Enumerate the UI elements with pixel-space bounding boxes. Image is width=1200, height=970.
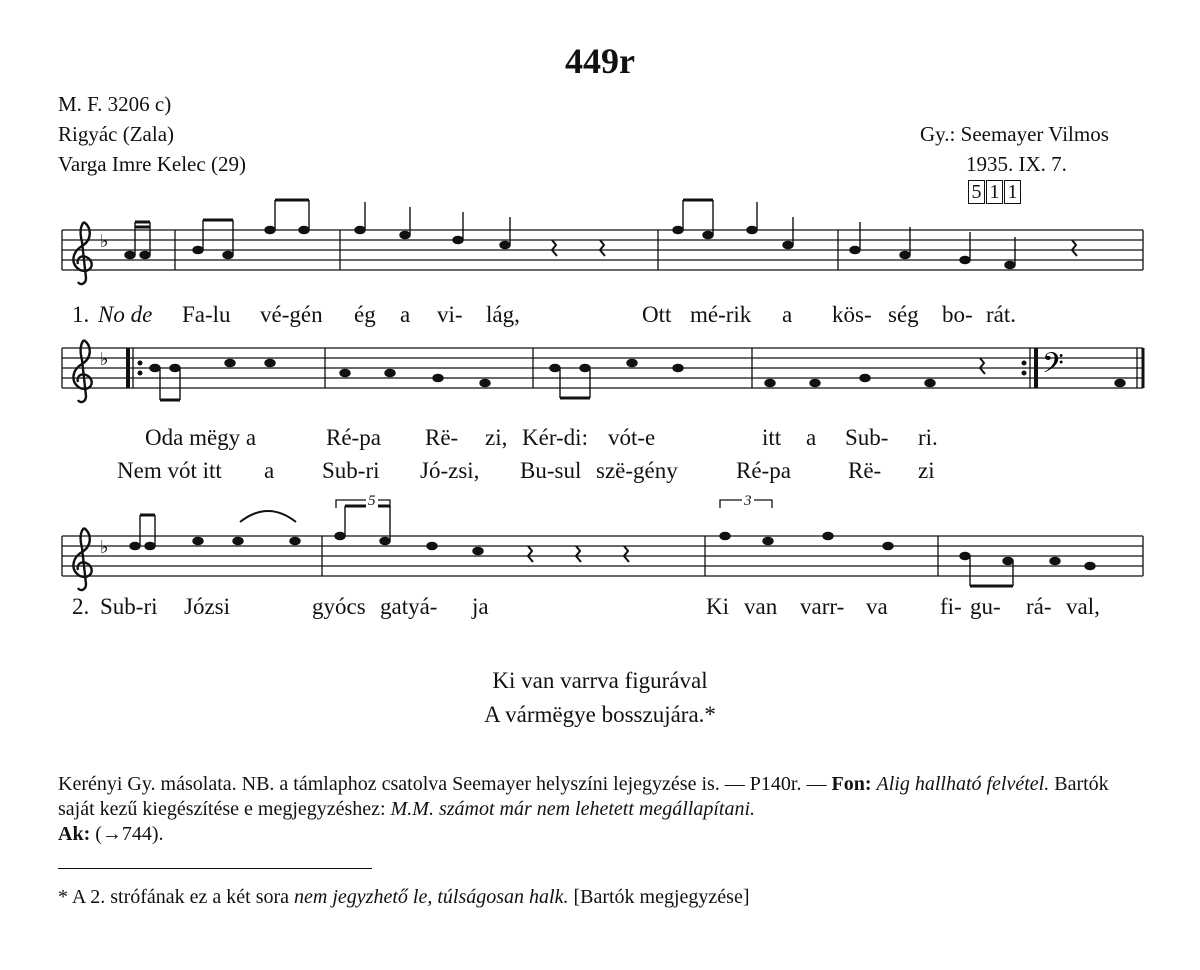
location: Rigyác (Zala)	[58, 122, 175, 146]
footnote-divider	[58, 868, 372, 869]
treble-clef	[73, 340, 91, 402]
staff-system-3	[62, 536, 1143, 576]
lyric-italic: No de	[98, 302, 153, 327]
tuplet-brackets	[336, 500, 772, 508]
lyric-syllable: a	[806, 425, 817, 450]
flat-sign: ♭	[100, 349, 109, 370]
lyric-syllable: Kér-di:	[522, 425, 588, 450]
lyric-syllable: Rë-	[425, 425, 459, 450]
lyric-syllable: Sub-ri	[322, 458, 380, 483]
treble-clef	[73, 222, 91, 284]
notes-system-1	[125, 200, 1015, 269]
rests-system-2	[980, 358, 985, 374]
footnote-text: * A 2. strófának ez a két sora	[58, 886, 295, 908]
lyric-syllable: itt	[762, 425, 782, 450]
lyric-syllable: Ré-pa	[326, 425, 381, 450]
lyric-syllable: Ré-pa	[736, 458, 791, 483]
lyric-syllable: vi-	[437, 302, 463, 327]
lyric-syllable: Oda mëgy a	[145, 425, 257, 450]
lyric-syllable: Ott	[642, 302, 672, 327]
lyric-syllable: val,	[1066, 594, 1100, 619]
bass-clef-icon: 𝄢	[1042, 347, 1064, 387]
lyric-syllable: Sub-	[845, 425, 889, 450]
collection-date: 1935. IX. 7.	[966, 152, 1067, 176]
lyric-syllable: Fa-lu	[182, 302, 231, 327]
lyric-syllable: mé-rik	[690, 302, 752, 327]
lyric-syllable: vé-gén	[260, 302, 323, 327]
page-title: 449r	[565, 41, 635, 81]
lyric-syllable: vót-e	[608, 425, 656, 450]
lyric-syllable: ja	[472, 594, 489, 619]
lyric-syllable: Rë-	[848, 458, 882, 483]
stanza-line: A vármëgye bosszujára.*	[484, 702, 716, 727]
lyric-syllable: van	[744, 594, 778, 619]
lyric-syllable: Nem vót itt	[117, 458, 222, 483]
lyric-syllable: lág,	[486, 302, 520, 327]
stanza-line: Ki van varrva figurával	[492, 668, 708, 693]
performer: Varga Imre Kelec (29)	[58, 152, 246, 176]
lyric-syllable: gyócs	[312, 594, 366, 619]
verse-number: 1.	[72, 302, 90, 327]
lyric-syllable: ég	[354, 302, 376, 327]
lyric-syllable: zi,	[485, 425, 508, 450]
flat-sign: ♭	[100, 231, 109, 252]
staff-system-1	[62, 230, 1143, 270]
lyric-syllable: Józsi	[184, 594, 230, 619]
lyric-syllable: Sub-ri	[100, 594, 158, 619]
tuplet-number: 5	[368, 493, 376, 509]
lyric-syllable: zi	[918, 458, 935, 483]
lyric-syllable: a	[400, 302, 411, 327]
lyric-syllable: Bu-sul	[520, 458, 582, 483]
footnote-italic: nem jegyzhető le, túlságosan halk.	[294, 886, 569, 908]
tuplet-number: 3	[744, 493, 752, 509]
lyric-syllable: va	[866, 594, 888, 619]
lyric-syllable: fi-	[940, 594, 962, 619]
ak-value: (→744).	[90, 823, 164, 845]
rests-system-1	[552, 240, 1077, 256]
lyric-syllable: gu-	[970, 594, 1001, 619]
lyric-syllable: a	[264, 458, 275, 483]
lyric-syllable: ség	[888, 302, 919, 327]
lyric-syllable: varr-	[800, 594, 845, 619]
lyric-syllable: rá-	[1026, 594, 1052, 619]
collector: Gy.: Seemayer Vilmos	[920, 122, 1109, 146]
lyric-syllable: gatyá-	[380, 594, 438, 619]
lyric-syllable: Jó-zsi,	[420, 458, 480, 483]
lyric-syllable: Ki	[706, 594, 729, 619]
verse-number: 2.	[72, 594, 90, 619]
tie	[240, 511, 296, 522]
editorial-notes	[58, 772, 1148, 847]
lyric-syllable: szë-gény	[596, 458, 678, 483]
lyric-syllable: rát.	[986, 302, 1017, 327]
rests-system-3	[528, 546, 629, 562]
class-box: 1	[1004, 180, 1021, 204]
lyric-syllable: kös-	[832, 302, 872, 327]
flat-sign: ♭	[100, 537, 109, 558]
lyric-syllable: ri.	[918, 425, 938, 450]
fon-text: Alig hallható felvétel.	[876, 773, 1050, 795]
source-id: M. F. 3206 c)	[58, 92, 172, 116]
notes-text: Kerényi Gy. másolata. NB. a támlaphoz csatolva Seemayer helyszíni lejegyzése is. — P140r. —	[58, 773, 832, 795]
lyric-syllable: bo-	[942, 302, 973, 327]
notes-text: Bartók saját kezű kiegészítése e megjegyzéshez:	[58, 773, 1109, 820]
class-box: 5	[968, 180, 985, 204]
lyric-syllable: a	[782, 302, 793, 327]
footnote	[58, 886, 750, 909]
notes-italic: M.M. számot már nem lehetett megállapítani.	[390, 798, 756, 820]
ak-label: Ak:	[58, 823, 91, 845]
footnote-text: [Bartók megjegyzése]	[568, 886, 750, 908]
fon-label: Fon:	[831, 773, 872, 795]
notes-system-2	[138, 359, 1125, 400]
treble-clef	[73, 528, 91, 590]
class-box: 1	[986, 180, 1003, 204]
